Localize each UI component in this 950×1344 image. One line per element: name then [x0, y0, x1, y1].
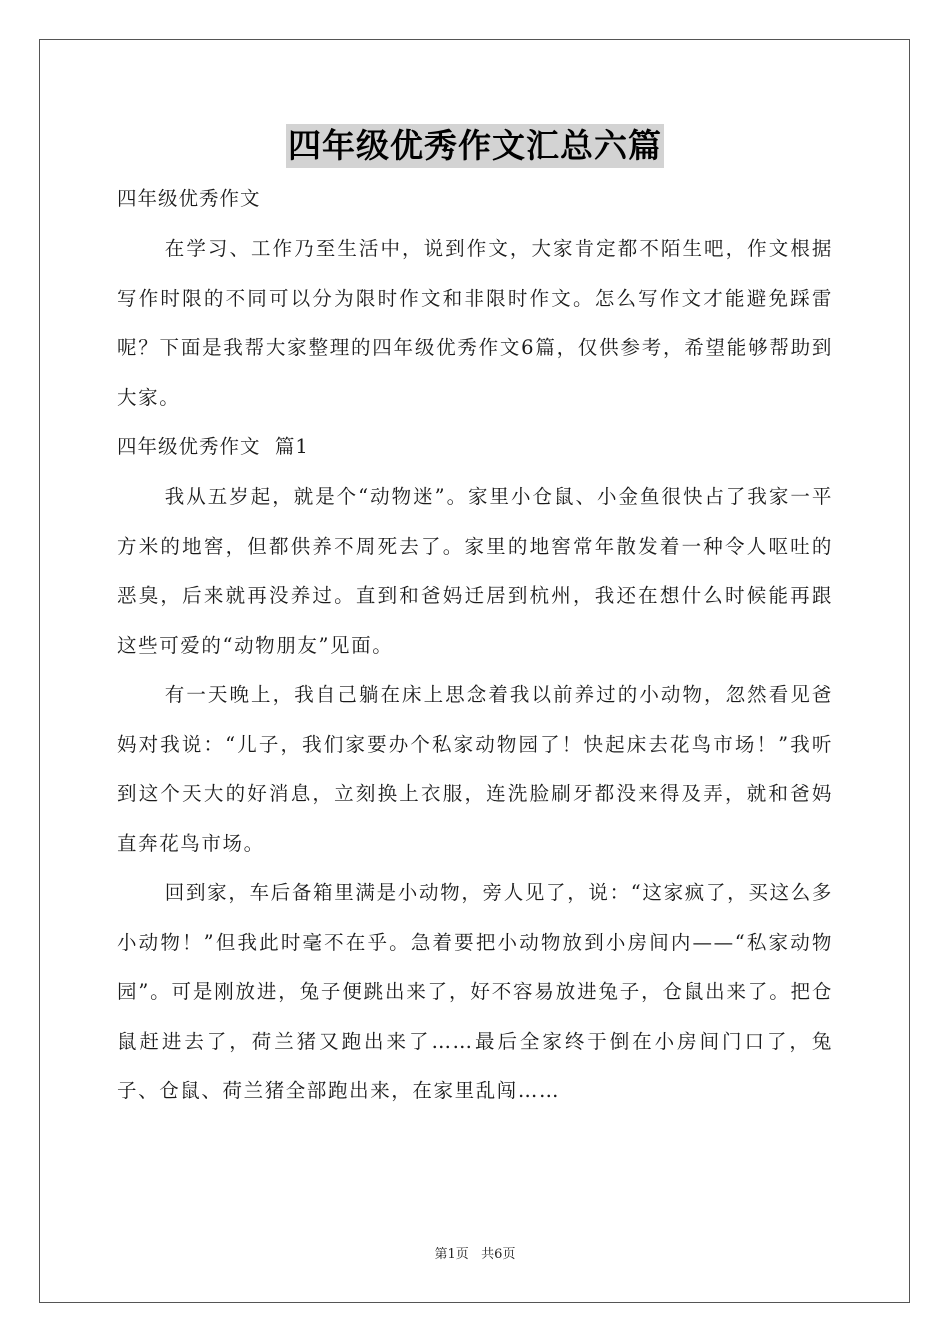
document-title: 四年级优秀作文汇总六篇 [286, 124, 664, 168]
paragraph: 我从五岁起，就是个“动物迷”。家里小仓鼠、小金鱼很快占了我家一平方米的地窖，但都供养不周死去了。家里的地窖常年散发着一种令人呕吐的恶臭，后来就再没养过。直到和爸妈迁居到杭州，我还在想什么时候能再跟这些可爱的“动物朋友”见面。 [117, 485, 833, 657]
section-heading: 四年级优秀作文 [117, 187, 261, 210]
title-container [0, 124, 950, 168]
page-footer [0, 1245, 950, 1265]
section-heading: 四年级优秀作文 篇1 [117, 435, 309, 458]
section-essay-1 [117, 422, 833, 1116]
page-number: 第1页 共6页 [434, 1247, 516, 1262]
paragraph: 有一天晚上，我自己躺在床上思念着我以前养过的小动物，忽然看见爸妈对我说：“儿子，我们家要办个私家动物园了！快起床去花鸟市场！”我听到这个天大的好消息，立刻换上衣服，连洗脸刷牙都没来得及弄，就和爸妈直奔花鸟市场。 [117, 683, 833, 855]
paragraph: 回到家，车后备箱里满是小动物，旁人见了，说：“这家疯了，买这么多小动物！”但我此时毫不在乎。急着要把小动物放到小房间内——“私家动物园”。可是刚放进，兔子便跳出来了，好不容易放进兔子，仓鼠出来了。把仓鼠赶进去了，荷兰猪又跑出来了……最后全家终于倒在小房间门口了，兔子、仓鼠、荷兰猪全部跑出来，在家里乱闯…… [117, 881, 833, 1102]
paragraph: 在学习、工作乃至生活中，说到作文，大家肯定都不陌生吧，作文根据写作时限的不同可以分为限时作文和非限时作文。怎么写作文才能避免踩雷呢？下面是我帮大家整理的四年级优秀作文6篇，仅供参考，希望能够帮助到大家。 [117, 237, 833, 409]
section-intro [117, 174, 833, 422]
document-body [117, 174, 833, 1116]
